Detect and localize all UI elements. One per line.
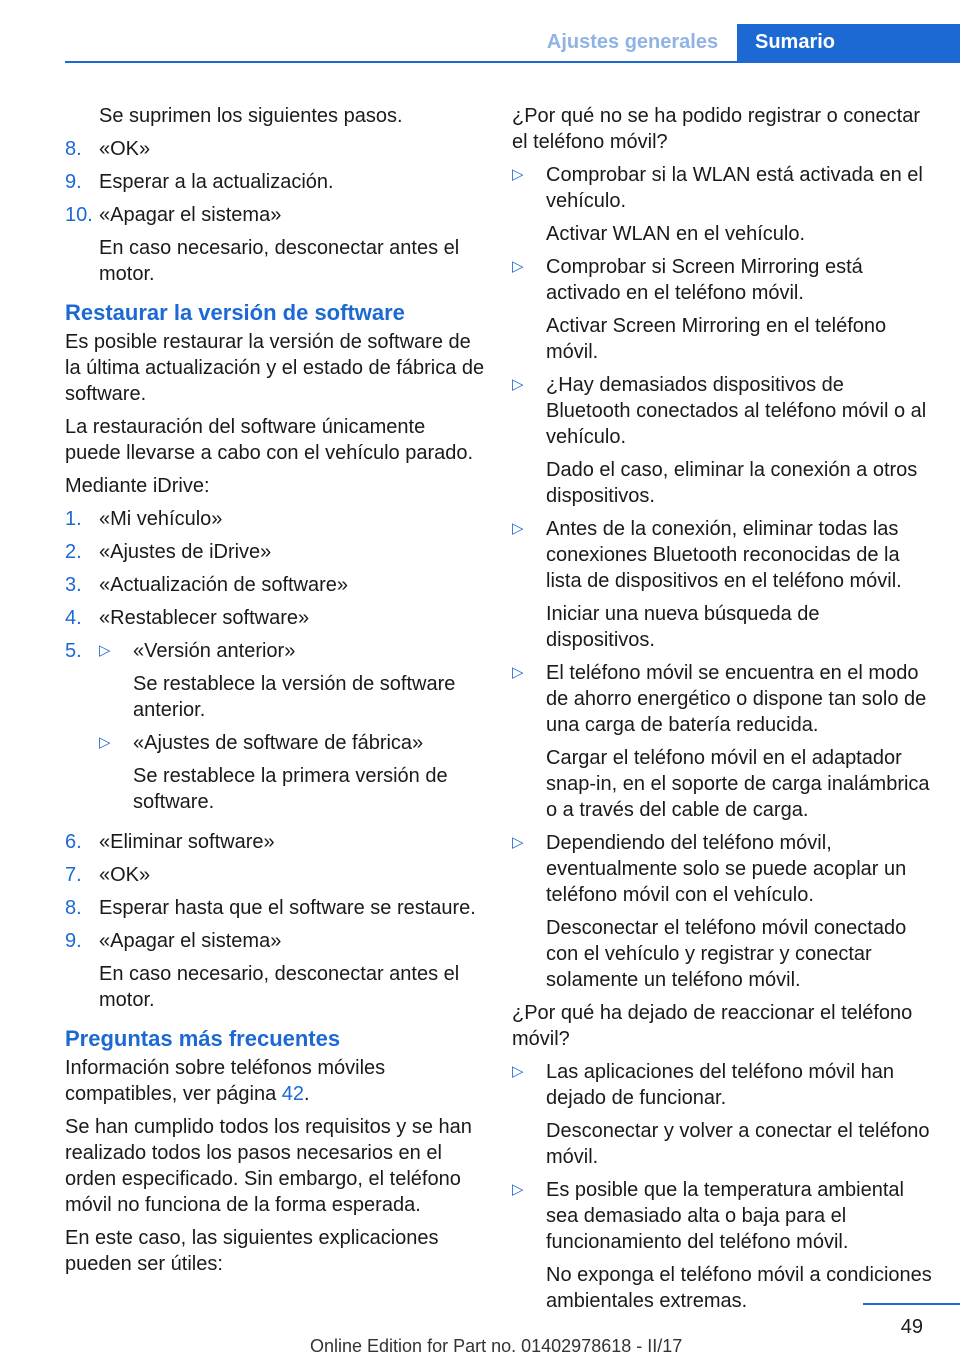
option-label: «Ajustes de software de fábrica» xyxy=(133,732,424,754)
question-2: ¿Por qué ha dejado de reaccionar el teléfono móvil? xyxy=(512,1002,913,1050)
item-action: Cargar el teléfono móvil en el adaptador snap-in, en el soporte de carga inalámbrica o a través del cable de carga. xyxy=(546,747,930,821)
triangle-bullet-icon: ▷ xyxy=(512,1181,524,1198)
triangle-bullet-icon: ▷ xyxy=(512,664,524,681)
option-text xyxy=(133,638,485,723)
list-item xyxy=(512,372,932,509)
steps-list-a xyxy=(65,136,485,228)
step-text: «Eliminar software» xyxy=(99,831,275,853)
list-item xyxy=(65,605,485,631)
faq-text-end: . xyxy=(304,1083,310,1105)
restore-paragraph-2: La restauración del software únicamente puede llevarse a cabo con el vehículo parado. xyxy=(65,416,474,464)
faq-paragraph-2: Se han cumplido todos los requisitos y se han realizado todos los pasos necesarios en el orden especificado. Sin embargo, el teléfono móvil no funciona de la forma esperada. xyxy=(65,1116,472,1216)
triangle-bullet-icon: ▷ xyxy=(512,520,524,537)
item-check: Antes de la conexión, eliminar todas las conexiones Bluetooth reconocidas de la lista de dispositivos en el teléfono móvil. xyxy=(546,518,902,592)
list-item xyxy=(65,136,485,162)
footer-edition: Online Edition for Part no. 01402978618 - II/17 xyxy=(310,1336,683,1356)
item-action: Desconectar el teléfono móvil conectado con el vehículo y registrar y conectar solamente un teléfono móvil. xyxy=(546,917,907,991)
header-section-tab[interactable]: Ajustes generales xyxy=(546,31,719,53)
list-item xyxy=(65,862,485,888)
left-column xyxy=(65,103,485,1284)
faq-paragraph-3: En este caso, las siguientes explicaciones pueden ser útiles: xyxy=(65,1227,439,1275)
step-text: «Mi vehículo» xyxy=(99,508,223,530)
right-column xyxy=(512,103,932,1321)
item-check: Comprobar si Screen Mirroring está activado en el teléfono móvil. xyxy=(546,256,863,304)
question-1-list xyxy=(512,162,932,993)
faq-text: Información sobre teléfonos móviles compatibles, ver página xyxy=(65,1057,386,1105)
heading-faq: Preguntas más frecuentes xyxy=(65,1026,341,1051)
step-number: 2. xyxy=(65,541,82,563)
list-item xyxy=(65,895,485,921)
triangle-bullet-icon: ▷ xyxy=(512,166,524,183)
list-item xyxy=(65,169,485,195)
list-item xyxy=(65,539,485,565)
steps-a-note: En caso necesario, desconectar antes el motor. xyxy=(99,237,460,285)
item-text xyxy=(546,372,932,509)
step-text: «OK» xyxy=(99,864,151,886)
option-text xyxy=(133,730,485,815)
faq-paragraph-1 xyxy=(65,1055,485,1107)
restore-paragraph-1: Es posible restaurar la versión de software de la última actualización y el estado de fábrica de software. xyxy=(65,331,485,405)
steps-list-c xyxy=(65,829,485,954)
item-text xyxy=(546,830,932,993)
list-item xyxy=(512,830,932,993)
triangle-bullet-icon: ▷ xyxy=(512,834,524,851)
triangle-bullet-icon: ▷ xyxy=(99,642,111,659)
list-item xyxy=(512,1059,932,1170)
step-number: 3. xyxy=(65,574,82,596)
step-number: 8. xyxy=(65,138,82,160)
steps-c-note: En caso necesario, desconectar antes el motor. xyxy=(99,963,460,1011)
item-text xyxy=(546,660,932,823)
item-action: No exponga el teléfono móvil a condiciones ambientales extremas. xyxy=(546,1264,932,1312)
option-description: Se restablece la versión de software anterior. xyxy=(133,673,456,721)
item-check: Las aplicaciones del teléfono móvil han dejado de funcionar. xyxy=(546,1061,894,1109)
step-text: Esperar a la actualización. xyxy=(99,171,334,193)
step-text: «Actualización de software» xyxy=(99,574,349,596)
header-summary-tab[interactable]: Sumario xyxy=(737,24,960,61)
step-text: «OK» xyxy=(99,138,151,160)
step-text: «Restablecer software» xyxy=(99,607,310,629)
option-description: Se restablece la primera versión de software. xyxy=(133,765,448,813)
triangle-bullet-icon: ▷ xyxy=(512,258,524,275)
item-action: Activar Screen Mirroring en el teléfono móvil. xyxy=(546,315,887,363)
step-text: «Apagar el sistema» xyxy=(99,930,282,952)
triangle-bullet-icon: ▷ xyxy=(512,376,524,393)
step-number: 5. xyxy=(65,640,82,662)
step-number: 10. xyxy=(65,204,93,226)
item-check: Comprobar si la WLAN está activada en el vehículo. xyxy=(546,164,923,212)
list-item xyxy=(512,1177,932,1314)
question-1: ¿Por qué no se ha podido registrar o conectar el teléfono móvil? xyxy=(512,105,921,153)
item-check: Es posible que la temperatura ambiental sea demasiado alta o baja para el funcionamiento del teléfono móvil. xyxy=(546,1179,904,1253)
page-number-rule xyxy=(863,1303,960,1305)
list-item xyxy=(512,516,932,653)
option-label: «Versión anterior» xyxy=(133,640,296,662)
list-item xyxy=(65,928,485,954)
step-5 xyxy=(65,638,485,822)
item-action: Activar WLAN en el vehículo. xyxy=(546,223,805,245)
step-text: «Apagar el sistema» xyxy=(99,204,282,226)
list-item xyxy=(65,829,485,855)
item-text xyxy=(546,1177,932,1314)
list-item xyxy=(512,660,932,823)
item-check: El teléfono móvil se encuentra en el modo de ahorro energético o dispone tan solo de una carga de batería reducida. xyxy=(546,662,927,736)
step-number: 7. xyxy=(65,864,82,886)
step-number: 9. xyxy=(65,930,82,952)
header-rule xyxy=(65,61,960,63)
list-item xyxy=(512,162,932,247)
heading-restore: Restaurar la versión de software xyxy=(65,300,405,325)
item-text xyxy=(546,516,932,653)
question-2-list xyxy=(512,1059,932,1314)
step-text: Esperar hasta que el software se restaure. xyxy=(99,897,476,919)
item-check: Dependiendo del teléfono móvil, eventualmente solo se puede acoplar un teléfono móvil con el vehículo. xyxy=(546,832,907,906)
item-action: Dado el caso, eliminar la conexión a otros dispositivos. xyxy=(546,459,918,507)
step-number: 4. xyxy=(65,607,82,629)
step-text: «Ajustes de iDrive» xyxy=(99,541,272,563)
step-number: 6. xyxy=(65,831,82,853)
step-number: 8. xyxy=(65,897,82,919)
item-action: Desconectar y volver a conectar el teléfono móvil. xyxy=(546,1120,930,1168)
item-check: ¿Hay demasiados dispositivos de Bluetooth conectados al teléfono móvil o al vehículo. xyxy=(546,374,927,448)
item-text xyxy=(546,254,932,365)
list-item xyxy=(65,506,485,532)
restore-paragraph-3: Mediante iDrive: xyxy=(65,475,210,497)
list-item xyxy=(512,254,932,365)
step-number: 9. xyxy=(65,171,82,193)
list-item xyxy=(99,638,485,723)
page-link[interactable]: 42 xyxy=(281,1083,305,1105)
item-text xyxy=(546,162,932,247)
triangle-bullet-icon: ▷ xyxy=(512,1063,524,1080)
steps-list-b xyxy=(65,506,485,631)
list-item xyxy=(99,730,485,815)
step-number: 1. xyxy=(65,508,82,530)
step-5-options xyxy=(99,638,485,822)
item-text xyxy=(546,1059,932,1170)
triangle-bullet-icon: ▷ xyxy=(99,734,111,751)
list-item xyxy=(65,572,485,598)
item-action: Iniciar una nueva búsqueda de dispositivos. xyxy=(546,603,820,651)
intro-continuation: Se suprimen los siguientes pasos. xyxy=(99,105,403,127)
page-number: 49 xyxy=(900,1316,923,1338)
list-item xyxy=(65,202,485,228)
